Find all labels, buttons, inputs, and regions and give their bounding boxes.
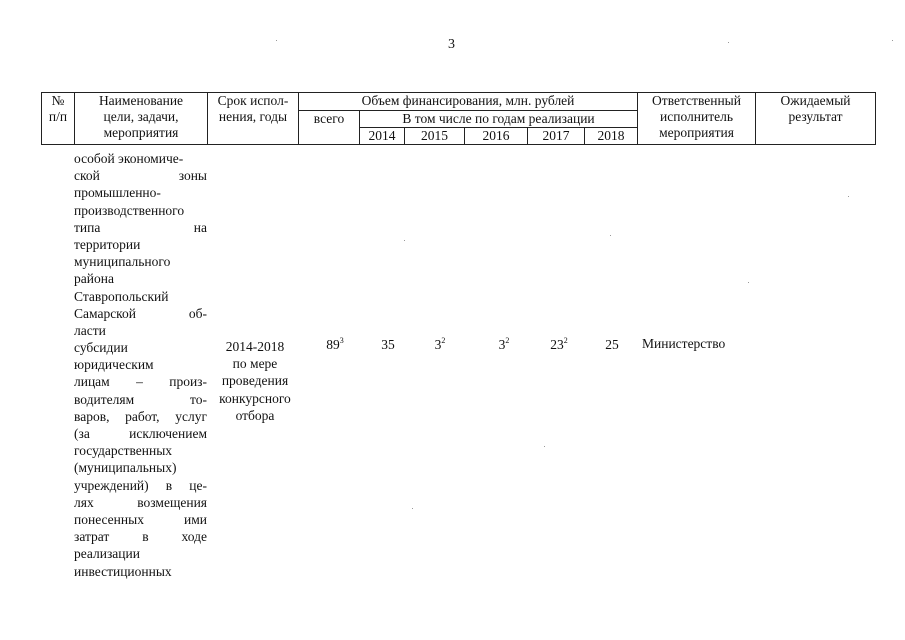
header-result: Ожидаемый результат <box>756 93 876 145</box>
description-line: водителям то- <box>74 391 207 407</box>
page-number: 3 <box>448 37 455 52</box>
header-number: № п/п <box>42 93 75 145</box>
description-line: инвестиционных <box>74 563 172 579</box>
header-executor: Ответственный исполнитель мероприятия <box>638 93 756 145</box>
scan-speck <box>748 282 749 283</box>
description-line: муниципального <box>74 254 171 270</box>
description-line: Самарской об- <box>74 305 207 321</box>
scan-speck <box>276 40 277 41</box>
scan-speck <box>544 446 545 447</box>
description-line: затрат в ходе <box>74 529 207 545</box>
description-line: типа на <box>74 219 207 235</box>
description-line: Ставропольский <box>74 288 169 304</box>
scan-speck <box>728 42 729 43</box>
funding-2018: 25 <box>605 337 619 352</box>
description-line: реализации <box>74 546 140 562</box>
description-line: лицам – произ- <box>74 374 207 390</box>
measure-description <box>74 150 207 580</box>
header-funding: Объем финансирования, млн. рублей <box>299 93 638 111</box>
description-line: территории <box>74 236 141 252</box>
description-line: субсидии <box>74 340 128 356</box>
scan-speck <box>610 235 611 236</box>
funding-2016: $3^2$ <box>498 336 510 352</box>
header-year: 2016 <box>465 128 528 145</box>
scan-speck <box>892 40 893 41</box>
header-year: 2015 <box>405 128 465 145</box>
description-line: (муниципальных) <box>74 460 177 476</box>
header-by-year: В том числе по годам реализации <box>360 111 638 128</box>
description-line: ской зоны <box>74 168 207 184</box>
term-line: проведения <box>221 373 289 389</box>
header-term: Срок испол- нения, годы <box>208 93 299 145</box>
description-line: (за исключением <box>74 426 207 441</box>
term-line: отбора <box>235 407 275 423</box>
header-year: 2014 <box>360 128 405 145</box>
description-line: понесенных ими <box>74 511 207 527</box>
scan-speck <box>404 240 405 241</box>
header-year: 2018 <box>585 128 638 145</box>
description-line: производственного <box>74 202 185 218</box>
description-line: юридическим <box>74 357 154 373</box>
scan-speck <box>848 196 849 197</box>
term-line: 2014-2018 <box>225 339 285 354</box>
funding-total: $89^3$ <box>326 336 344 352</box>
description-line: особой экономиче- <box>74 151 184 166</box>
description-line: государственных <box>74 443 173 459</box>
term-line: конкурсного <box>219 390 291 406</box>
term-line: по мере <box>232 356 278 372</box>
description-line: лях возмещения <box>74 494 207 510</box>
header-year: 2017 <box>528 128 585 145</box>
header-name: Наименование цели, задачи, мероприятия <box>75 93 208 145</box>
funding-2014: 35 <box>381 337 395 352</box>
description-line: района <box>74 271 114 287</box>
header-total: всего <box>299 111 360 145</box>
measure-term <box>212 338 298 424</box>
description-line: варов, работ, услуг <box>74 408 207 424</box>
table-header <box>41 92 876 145</box>
description-line: промышленно- <box>74 185 161 201</box>
funding-2017: $23^2$ <box>550 336 568 352</box>
funding-2015: $3^2$ <box>434 336 446 352</box>
description-line: учреждений) в це- <box>74 477 207 493</box>
measure-executor: Министерство <box>642 336 726 351</box>
description-line: ласти <box>74 322 106 338</box>
scan-speck <box>412 508 413 509</box>
